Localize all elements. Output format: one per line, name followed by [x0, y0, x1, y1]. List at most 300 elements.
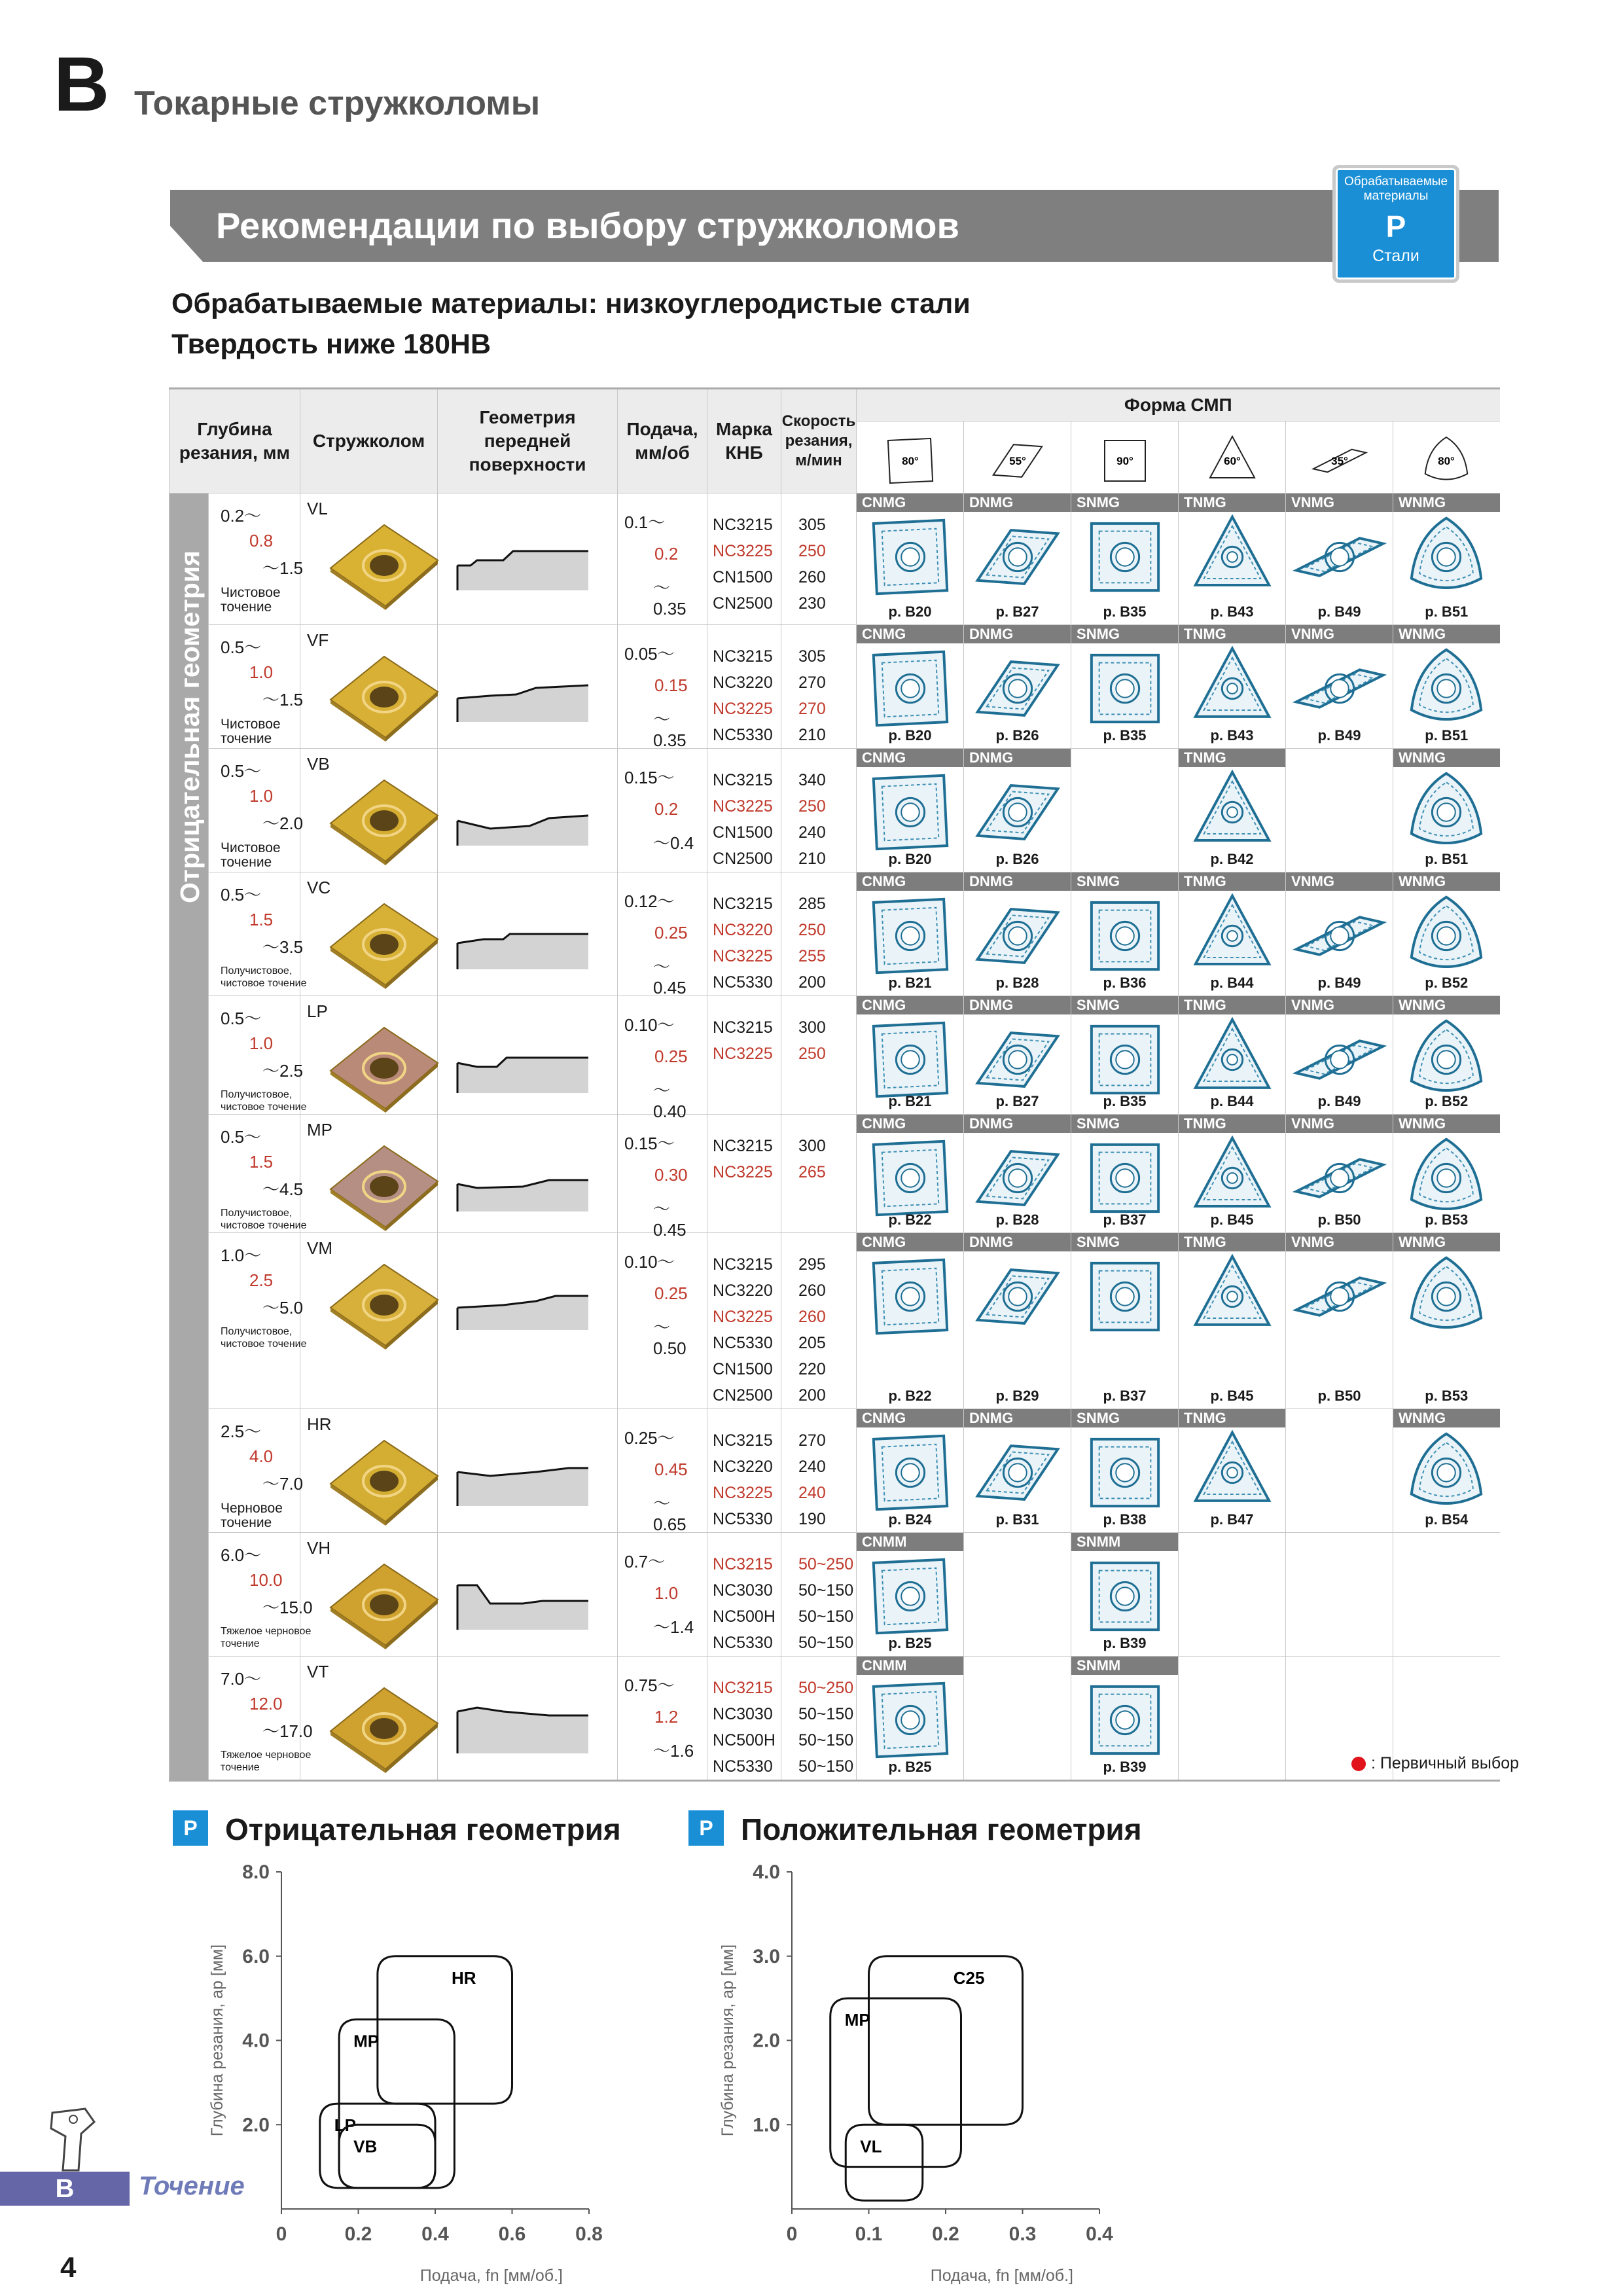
- insert-cell-s[interactable]: [1071, 1115, 1179, 1233]
- legend-note: [1351, 1754, 1519, 1773]
- insert-cell-s[interactable]: [1071, 1233, 1179, 1409]
- depth-recommended: 1.0: [249, 662, 274, 682]
- page-reference[interactable]: р. B49: [1317, 603, 1361, 620]
- page-reference[interactable]: р. B31: [995, 1511, 1039, 1528]
- page-reference[interactable]: р. B43: [1210, 727, 1254, 744]
- grade-cell: [707, 1533, 781, 1657]
- grade-name: NC500H: [713, 1731, 776, 1749]
- cutting-speed: 50~150: [798, 1581, 854, 1600]
- chipbreaker-cell: [300, 1409, 438, 1533]
- depth-cell: [209, 1115, 307, 1233]
- insert-photo-icon: [325, 899, 443, 990]
- chart-negative-svg: [190, 1852, 622, 2285]
- page-reference[interactable]: р. B54: [1425, 1511, 1469, 1528]
- insert-drawing-icon: [1086, 650, 1164, 727]
- rake-profile-icon: [451, 1266, 595, 1331]
- grade-name: NC3215: [713, 647, 773, 666]
- header-speed: Скорость резания, м/мин: [781, 389, 857, 493]
- material-badge: [1332, 165, 1459, 283]
- grade-name: CN1500: [713, 568, 773, 586]
- application-text: Чистовое точение: [221, 717, 281, 746]
- cutting-speed: 50~250: [798, 1555, 854, 1573]
- speed-cell: [781, 749, 857, 872]
- insert-cell-w[interactable]: [1393, 1115, 1500, 1233]
- page-reference[interactable]: р. B50: [1317, 1388, 1361, 1404]
- insert-type-label: TNMG: [1179, 1233, 1285, 1251]
- page-reference[interactable]: р. B21: [888, 975, 932, 991]
- page-reference[interactable]: р. B20: [888, 727, 932, 744]
- insert-cell-t[interactable]: [1179, 625, 1286, 749]
- application-text: Тяжелое черновое точение: [221, 1749, 312, 1773]
- insert-drawing-icon: [1408, 1434, 1485, 1511]
- grade-name: NC3215: [713, 516, 773, 534]
- cutting-speed: 50~150: [798, 1607, 854, 1626]
- table-row: [169, 1233, 1500, 1409]
- feed-recommended: 0.25: [654, 1283, 688, 1303]
- insert-cell-w[interactable]: [1393, 872, 1500, 996]
- shape-angle-label: 55°: [1008, 454, 1026, 467]
- page-reference[interactable]: р. B49: [1317, 1093, 1361, 1109]
- depth-recommended: 10.0: [249, 1570, 283, 1590]
- insert-type-label: TNMG: [1179, 996, 1285, 1014]
- insert-type-label: DNMG: [964, 996, 1071, 1014]
- rake-geometry-cell: [438, 493, 618, 625]
- insert-drawing-icon: [872, 1139, 949, 1217]
- grade-name: NC3215: [713, 895, 773, 913]
- insert-type-label: VNMG: [1286, 872, 1393, 891]
- feed-range: [624, 764, 703, 854]
- insert-drawing-icon: [1408, 774, 1485, 851]
- cutting-speed: 210: [798, 726, 826, 744]
- grade-name: NC3215: [713, 1137, 773, 1155]
- feed-max: ～0.40: [653, 1081, 687, 1121]
- insert-drawing-icon: [1301, 1258, 1378, 1335]
- page-reference[interactable]: р. B22: [888, 1388, 932, 1404]
- rake-geometry-cell: [438, 625, 618, 749]
- page-reference[interactable]: р. B22: [888, 1211, 932, 1228]
- insert-cell-c[interactable]: [857, 493, 964, 625]
- page-reference[interactable]: р. B28: [995, 975, 1039, 991]
- insert-type-label: CNMM: [857, 1657, 963, 1675]
- depth-max: ～5.0: [262, 1298, 304, 1318]
- shape-header-t: [1179, 422, 1286, 493]
- p-badge-positive: P: [688, 1810, 724, 1846]
- shape-angle-label: 80°: [901, 454, 919, 467]
- insert-cell-w[interactable]: [1393, 749, 1500, 872]
- insert-cell-d[interactable]: [964, 996, 1071, 1115]
- insert-cell-s[interactable]: [1071, 493, 1179, 625]
- chipbreaker-cell: [300, 996, 438, 1115]
- x-tick-label: 0: [786, 2223, 798, 2245]
- insert-cell-s[interactable]: [1071, 625, 1179, 749]
- insert-type-label: CNMG: [857, 996, 963, 1014]
- insert-cell-w[interactable]: [1393, 1233, 1500, 1409]
- page-reference[interactable]: р. B47: [1210, 1511, 1254, 1528]
- insert-drawing-icon: [1194, 897, 1271, 975]
- page-reference[interactable]: р. B35: [1103, 603, 1147, 620]
- insert-cell-d[interactable]: [964, 1409, 1071, 1533]
- positive-geometry-title: Положительная геометрия: [741, 1812, 1142, 1846]
- depth-min: 0.2～: [221, 506, 262, 526]
- page-reference[interactable]: р. B51: [1425, 727, 1469, 744]
- insert-type-label: SNMG: [1071, 1115, 1178, 1133]
- feed-max: ～0.35: [653, 709, 687, 750]
- page-reference[interactable]: р. B38: [1103, 1511, 1147, 1528]
- insert-cell-t[interactable]: [1179, 493, 1286, 625]
- speed-cell: [781, 625, 857, 749]
- depth-recommended: 2.5: [249, 1270, 274, 1290]
- insert-drawing-icon: [1086, 1681, 1164, 1759]
- chipbreaker-cell: [300, 625, 438, 749]
- x-tick-label: 0.1: [855, 2223, 883, 2245]
- insert-cell-c[interactable]: [857, 1533, 964, 1657]
- cutting-speed: 300: [798, 1018, 826, 1037]
- insert-cell-d[interactable]: [964, 493, 1071, 625]
- insert-drawing-icon: [979, 650, 1056, 727]
- insert-drawing-icon: [872, 897, 949, 975]
- grade-name: NC5330: [713, 1634, 773, 1652]
- insert-type-label: TNMG: [1179, 1409, 1285, 1427]
- shape-header-c: [857, 422, 964, 493]
- page-reference[interactable]: р. B26: [995, 727, 1039, 744]
- insert-type-label: CNMG: [857, 625, 963, 643]
- page-reference[interactable]: р. B51: [1425, 851, 1469, 867]
- insert-cell-d[interactable]: [964, 1233, 1071, 1409]
- insert-cell-v[interactable]: [1286, 872, 1393, 996]
- cutting-speed: 285: [798, 895, 826, 913]
- insert-cell-s[interactable]: [1071, 1533, 1179, 1657]
- insert-cell-s[interactable]: [1071, 1657, 1179, 1781]
- page-reference[interactable]: р. B49: [1317, 975, 1361, 991]
- insert-cell-t[interactable]: [1179, 749, 1286, 872]
- p-badge-negative: P: [173, 1810, 208, 1846]
- cutting-speed: 260: [798, 568, 826, 586]
- insert-drawing-icon: [979, 1021, 1056, 1098]
- depth-recommended: 1.5: [249, 1152, 274, 1172]
- insert-type-label: WNMG: [1393, 625, 1500, 643]
- grade-cell: [707, 996, 781, 1115]
- depth-min: 6.0～: [221, 1545, 262, 1565]
- grade-name: NC3220: [713, 1282, 773, 1300]
- depth-max: ～15.0: [262, 1598, 313, 1617]
- speed-cell: [781, 872, 857, 996]
- feed-cell: [618, 1409, 707, 1533]
- page-reference[interactable]: р. B27: [995, 1093, 1039, 1109]
- feed-recommended: 0.25: [654, 1047, 688, 1066]
- depth-max: ～1.5: [262, 558, 304, 578]
- depth-min: 0.5～: [221, 637, 262, 657]
- insert-drawing-icon: [872, 1021, 949, 1098]
- page-reference[interactable]: р. B35: [1103, 1093, 1147, 1109]
- page-reference[interactable]: р. B53: [1425, 1211, 1469, 1228]
- insert-cell-t[interactable]: [1179, 872, 1286, 996]
- depth-cell: [209, 1233, 307, 1409]
- cutting-speed: 250: [798, 1045, 826, 1063]
- insert-cell-v[interactable]: [1286, 625, 1393, 749]
- header-chipbreaker: Стружколом: [300, 389, 438, 493]
- page-reference[interactable]: р. B20: [888, 603, 932, 620]
- insert-type-label: DNMG: [964, 1409, 1071, 1427]
- shape-header-v: [1286, 422, 1393, 493]
- feed-range: [624, 1130, 703, 1240]
- cutting-speed: 260: [798, 1308, 826, 1326]
- insert-type-label: SNMM: [1071, 1533, 1178, 1551]
- page-reference[interactable]: р. B24: [888, 1511, 932, 1528]
- insert-cell-d[interactable]: [964, 872, 1071, 996]
- insert-cell-t[interactable]: [1179, 1409, 1286, 1533]
- chart-positive-svg: [700, 1852, 1132, 2285]
- grade-name: NC3030: [713, 1705, 773, 1723]
- feed-cell: [618, 625, 707, 749]
- page-reference[interactable]: р. B39: [1103, 1635, 1147, 1651]
- insert-cell-w[interactable]: [1393, 1409, 1500, 1533]
- grade-name: NC3030: [713, 1581, 773, 1600]
- insert-drawing-icon: [1194, 1021, 1271, 1098]
- cutting-speed: 300: [798, 1137, 826, 1155]
- insert-cell-v: [1286, 749, 1393, 872]
- y-tick-label: 2.0: [242, 2114, 270, 2136]
- page-reference[interactable]: р. B27: [995, 603, 1039, 620]
- page-reference[interactable]: р. B43: [1210, 603, 1254, 620]
- insert-drawing-icon: [979, 1258, 1056, 1335]
- page-reference[interactable]: р. B42: [1210, 851, 1254, 867]
- feed-cell: [618, 493, 707, 625]
- feed-range: [624, 1672, 703, 1762]
- feed-range: [624, 1425, 703, 1535]
- application-text: Получистовое, чистовое точение: [221, 1208, 307, 1231]
- depth-recommended: 0.8: [249, 531, 274, 550]
- y-tick-label: 1.0: [753, 2114, 780, 2136]
- grade-name: NC5330: [713, 1334, 773, 1352]
- insert-cell-v[interactable]: [1286, 996, 1393, 1115]
- rake-profile-icon: [451, 1566, 595, 1631]
- depth-cell: [209, 493, 304, 625]
- insert-cell-v[interactable]: [1286, 1233, 1393, 1409]
- feed-max: ～0.45: [653, 957, 687, 997]
- feed-range: [624, 1549, 703, 1638]
- page-reference[interactable]: р. B36: [1103, 975, 1147, 991]
- insert-type-label: WNMG: [1393, 749, 1500, 767]
- insert-cell-t[interactable]: [1179, 1233, 1286, 1409]
- feed-recommended: 0.2: [654, 799, 679, 819]
- insert-type-label: VNMG: [1286, 493, 1393, 512]
- insert-cell-d[interactable]: [964, 1115, 1071, 1233]
- insert-type-label: CNMM: [857, 1533, 963, 1551]
- insert-cell-t[interactable]: [1179, 996, 1286, 1115]
- page-reference[interactable]: р. B49: [1317, 727, 1361, 744]
- insert-cell-w[interactable]: [1393, 996, 1500, 1115]
- chipbreaker-name: VT: [307, 1662, 329, 1681]
- x-tick-label: 0.2: [932, 2223, 959, 2245]
- grade-cell: [707, 749, 781, 872]
- speed-cell: [781, 1409, 857, 1533]
- insert-cell-c[interactable]: [857, 1233, 964, 1409]
- insert-cell-s[interactable]: [1071, 996, 1179, 1115]
- page-reference[interactable]: р. B52: [1425, 1093, 1469, 1109]
- insert-type-label: WNMG: [1393, 1409, 1500, 1427]
- insert-cell-t[interactable]: [1179, 1115, 1286, 1233]
- primary-choice-dot: [1351, 1757, 1366, 1771]
- subtitle-hardness: Твердость ниже 180HB: [171, 329, 491, 360]
- page-reference[interactable]: р. B37: [1103, 1211, 1147, 1228]
- shape-header-w: [1393, 422, 1500, 493]
- insert-drawing-icon: [872, 1258, 949, 1335]
- insert-photo-icon: [325, 1683, 443, 1774]
- chipbreaker-cell: [300, 1657, 438, 1781]
- page-reference[interactable]: р. B50: [1317, 1211, 1361, 1228]
- grade-name: CN2500: [713, 850, 773, 868]
- table-row: [169, 1657, 1500, 1781]
- table-row: [169, 996, 1500, 1115]
- insert-photo-icon: [325, 775, 443, 867]
- shape-angle-label: 80°: [1438, 454, 1455, 467]
- footer-tab-label: Точение: [139, 2172, 245, 2200]
- insert-cell-c[interactable]: [857, 996, 964, 1115]
- insert-type-label: VNMG: [1286, 1115, 1393, 1133]
- insert-type-label: CNMG: [857, 872, 963, 891]
- application-text: Получистовое, чистовое точение: [221, 965, 307, 989]
- speed-cell: [781, 1115, 857, 1233]
- insert-drawing-icon: [1301, 650, 1378, 727]
- page-reference[interactable]: р. B51: [1425, 603, 1469, 620]
- x-tick-label: 0: [276, 2223, 287, 2245]
- insert-cell-t: [1179, 1657, 1286, 1781]
- shape-header-d: [964, 422, 1071, 493]
- insert-cell-v: [1286, 1409, 1393, 1533]
- section-title: Токарные стружколомы: [134, 84, 541, 122]
- region-label-lp: LP: [334, 2115, 356, 2136]
- feed-recommended: 0.15: [654, 675, 688, 695]
- grade-name: NC3225: [713, 1045, 773, 1063]
- region-label-c25: C25: [953, 1967, 985, 1988]
- material-badge-caption: Обрабатываемые материалы: [1344, 175, 1448, 203]
- page-reference[interactable]: р. B37: [1103, 1388, 1147, 1404]
- chipbreaker-cell: [300, 493, 438, 625]
- page-reference[interactable]: р. B53: [1425, 1388, 1469, 1404]
- table-row: [169, 1115, 1500, 1233]
- grade-name: NC3225: [713, 700, 773, 718]
- grade-name: NC3220: [713, 1458, 773, 1476]
- cutting-speed: 250: [798, 921, 826, 939]
- speed-cell: [781, 1657, 857, 1781]
- insert-drawing-icon: [979, 1434, 1056, 1511]
- chipbreaker-name: VF: [307, 630, 329, 650]
- feed-cell: [618, 1533, 707, 1657]
- insert-cell-d[interactable]: [964, 625, 1071, 749]
- insert-type-label: WNMG: [1393, 493, 1500, 512]
- insert-type-label: SNMG: [1071, 1409, 1178, 1427]
- insert-cell-w[interactable]: [1393, 625, 1500, 749]
- header-feed: Подача, мм/об: [618, 389, 707, 493]
- page-reference[interactable]: р. B28: [995, 1211, 1039, 1228]
- chipbreaker-cell: [300, 1533, 438, 1657]
- legend-note-text: : Первичный выбор: [1371, 1754, 1520, 1772]
- page-reference[interactable]: р. B21: [888, 1093, 932, 1109]
- y-tick-label: 4.0: [753, 1861, 780, 1883]
- page-reference[interactable]: р. B45: [1210, 1388, 1254, 1404]
- rake-geometry-cell: [438, 1115, 618, 1233]
- insert-drawing-icon: [1086, 1139, 1164, 1217]
- cutting-speed: 305: [798, 647, 826, 666]
- page-reference[interactable]: р. B25: [888, 1759, 932, 1775]
- insert-cell-d[interactable]: [964, 749, 1071, 872]
- feed-recommended: 0.25: [654, 923, 688, 942]
- table-row: [169, 872, 1500, 996]
- grade-name: NC5330: [713, 1510, 773, 1528]
- depth-cell: [209, 1657, 313, 1781]
- insert-type-label: VNMG: [1286, 1233, 1393, 1251]
- positive-geometry-chart: [700, 1852, 1132, 2285]
- insert-cell-v[interactable]: [1286, 493, 1393, 625]
- insert-cell-c[interactable]: [857, 625, 964, 749]
- depth-min: 1.0～: [221, 1246, 262, 1265]
- application-text: Получистовое, чистовое точение: [221, 1326, 307, 1350]
- insert-drawing-icon: [1194, 1139, 1271, 1217]
- insert-cell-c[interactable]: [857, 1409, 964, 1533]
- chipbreaker-cell: [300, 872, 438, 996]
- page-reference[interactable]: р. B44: [1210, 1093, 1254, 1109]
- speed-cell: [781, 493, 857, 625]
- x-tick-label: 0.4: [421, 2223, 449, 2245]
- shape-angle-label: 35°: [1330, 454, 1348, 467]
- shape-outline-icon: [1089, 436, 1161, 483]
- rake-geometry-cell: [438, 1533, 618, 1657]
- depth-max: ～2.5: [262, 1061, 304, 1081]
- page-reference[interactable]: р. B26: [995, 851, 1039, 867]
- insert-cell-s[interactable]: [1071, 872, 1179, 996]
- page-reference[interactable]: р. B45: [1210, 1211, 1254, 1228]
- feed-range: [624, 888, 703, 998]
- insert-type-label: TNMG: [1179, 872, 1285, 891]
- y-tick-label: 2.0: [753, 2030, 780, 2052]
- chipbreaker-table: [169, 387, 1500, 1782]
- insert-cell-c[interactable]: [857, 1657, 964, 1781]
- insert-cell-c[interactable]: [857, 872, 964, 996]
- grade-cell: [707, 872, 781, 996]
- cutting-speed: 190: [798, 1510, 826, 1528]
- page-reference[interactable]: р. B20: [888, 851, 932, 867]
- insert-cell-c[interactable]: [857, 1115, 964, 1233]
- insert-type-label: SNMG: [1071, 1233, 1178, 1251]
- page-reference[interactable]: р. B35: [1103, 727, 1147, 744]
- page-reference[interactable]: р. B44: [1210, 975, 1254, 991]
- x-axis-label: Подача, fn [мм/об.]: [419, 2267, 563, 2285]
- insert-type-label: TNMG: [1179, 1115, 1285, 1133]
- insert-drawing-icon: [1408, 650, 1485, 727]
- rake-geometry-cell: [438, 1409, 618, 1533]
- insert-cell-w[interactable]: [1393, 493, 1500, 625]
- insert-type-label: CNMG: [857, 1115, 963, 1133]
- insert-drawing-icon: [1086, 1258, 1164, 1335]
- insert-cell-c[interactable]: [857, 749, 964, 872]
- y-tick-label: 4.0: [242, 2030, 270, 2052]
- table-row: [169, 493, 1500, 625]
- insert-cell-s[interactable]: [1071, 1409, 1179, 1533]
- insert-type-label: TNMG: [1179, 749, 1285, 767]
- page-reference[interactable]: р. B52: [1425, 975, 1469, 991]
- insert-cell-v[interactable]: [1286, 1115, 1393, 1233]
- insert-photo-icon: [325, 520, 443, 611]
- cutting-speed: 210: [798, 850, 826, 868]
- cutting-speed: 50~250: [798, 1679, 854, 1697]
- feed-cell: [618, 1233, 707, 1409]
- depth-recommended: 1.5: [249, 910, 274, 929]
- page-reference[interactable]: р. B25: [888, 1635, 932, 1651]
- table-row: [169, 625, 1500, 749]
- page-reference[interactable]: р. B39: [1103, 1759, 1147, 1775]
- page-reference[interactable]: р. B29: [995, 1388, 1039, 1404]
- depth-min: 0.5～: [221, 1009, 262, 1028]
